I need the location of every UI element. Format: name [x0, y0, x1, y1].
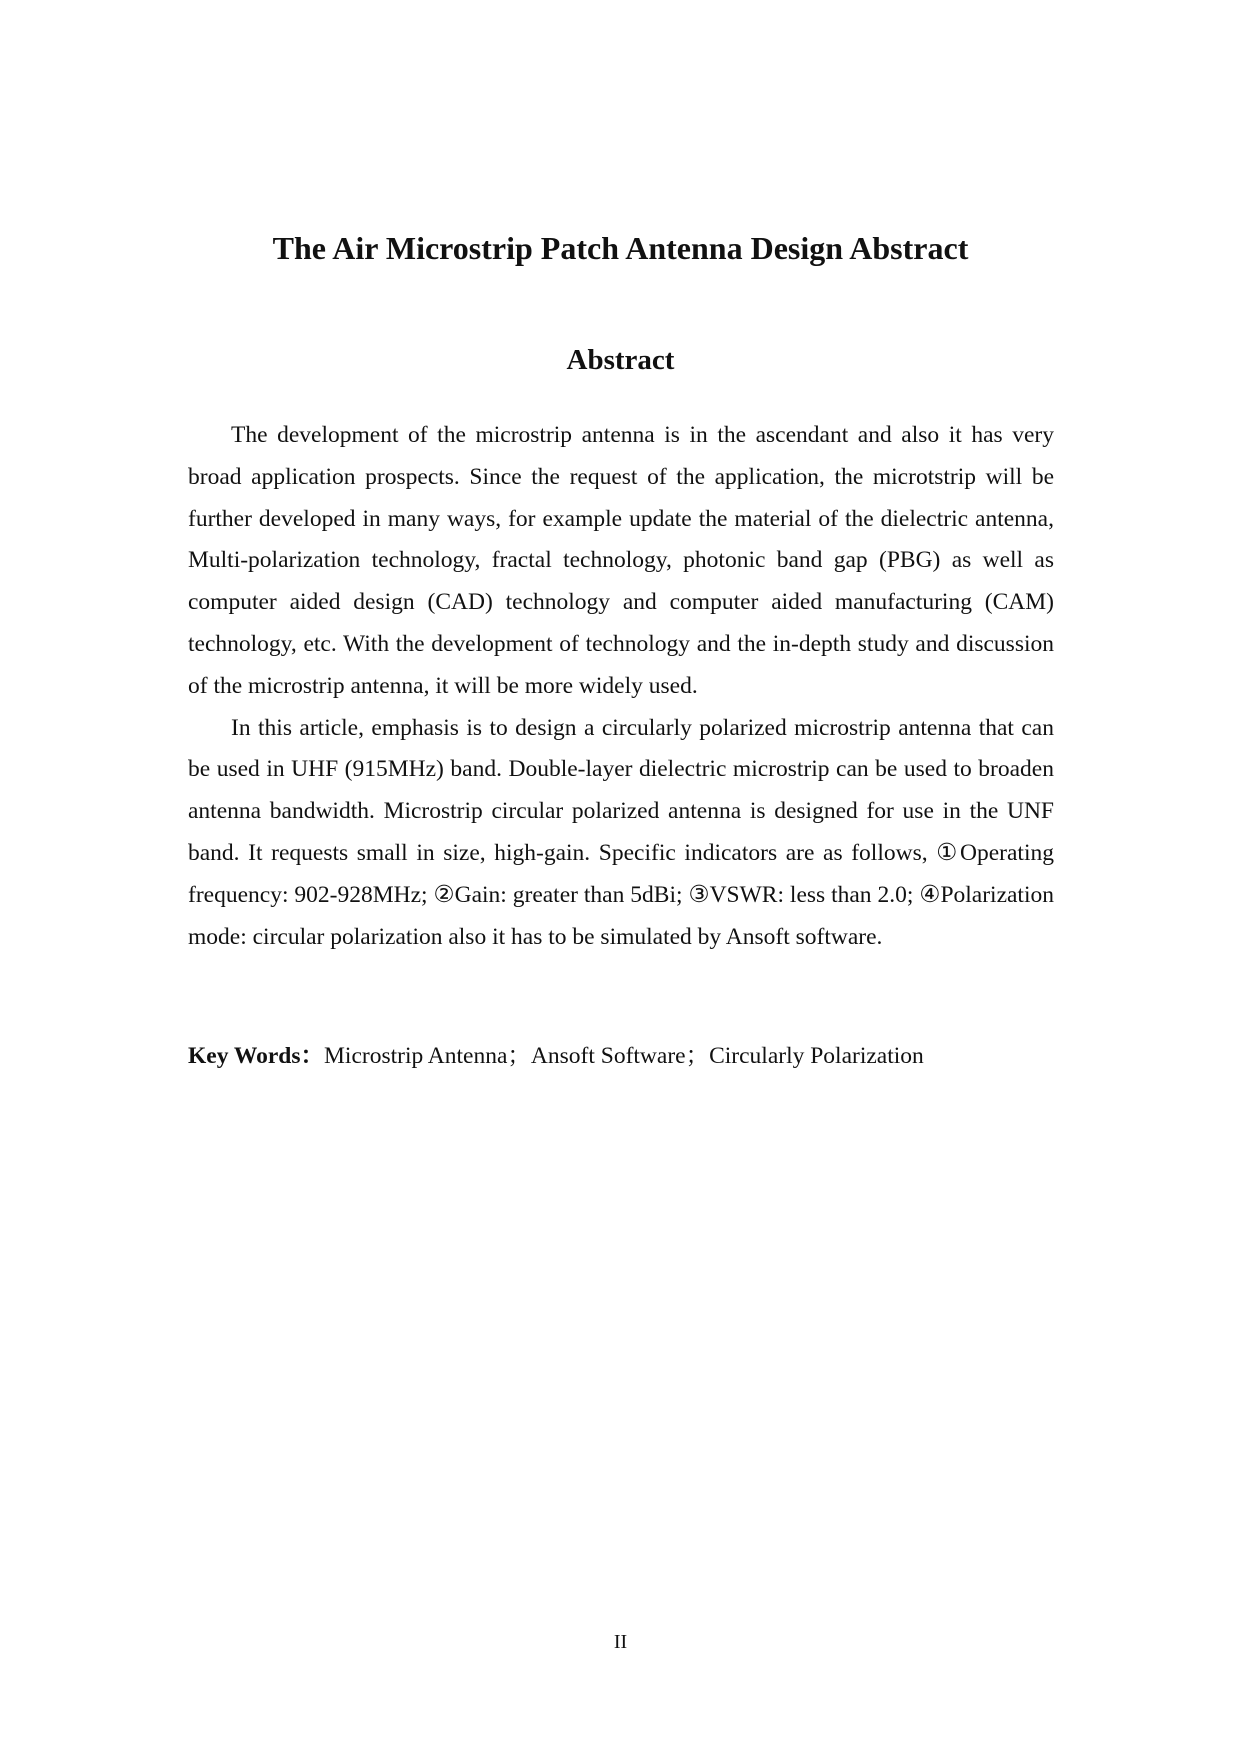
keywords-line	[188, 1038, 1088, 1074]
page-number: II	[613, 1631, 628, 1653]
section-heading: Abstract	[566, 344, 675, 376]
abstract-body	[188, 415, 1054, 958]
abstract-paragraph: In this article, emphasis is to design a circularly polarized microstrip antenna that can be used in UHF (915MHz) band. Double-layer dielectric microstrip can be used to broaden antenna bandwidth. Microstrip circular polarized antenna is designed for use in the UNF band. It requests small in size, high-gain. Specific indicators are as follows, ①Operating frequency: 902-928MHz; ②Gain: greater than 5dBi; ③VSWR: less than 2.0; ④Polarization mode: circular polarization also it has to be simulated by Ansoft software.	[188, 714, 1054, 950]
abstract-paragraph: The development of the microstrip antenna is in the ascendant and also it has very broad application prospects. Since the request of the application, the microtstrip will be further developed in many ways, for example update the material of the dielectric antenna, Multi-polarization technology, fractal technology, photonic band gap (PBG) as well as computer aided design (CAD) technology and computer aided manufacturing (CAM) technology, etc. With the development of technology and the in-depth study and discussion of the microstrip antenna, it will be more widely used.	[188, 422, 1054, 699]
keywords-list: Microstrip Antenna；Ansoft Software；Circularly Polarization	[324, 1043, 924, 1069]
keywords-label: Key Words：	[188, 1043, 325, 1069]
document-title: The Air Microstrip Patch Antenna Design Abstract	[272, 230, 969, 266]
